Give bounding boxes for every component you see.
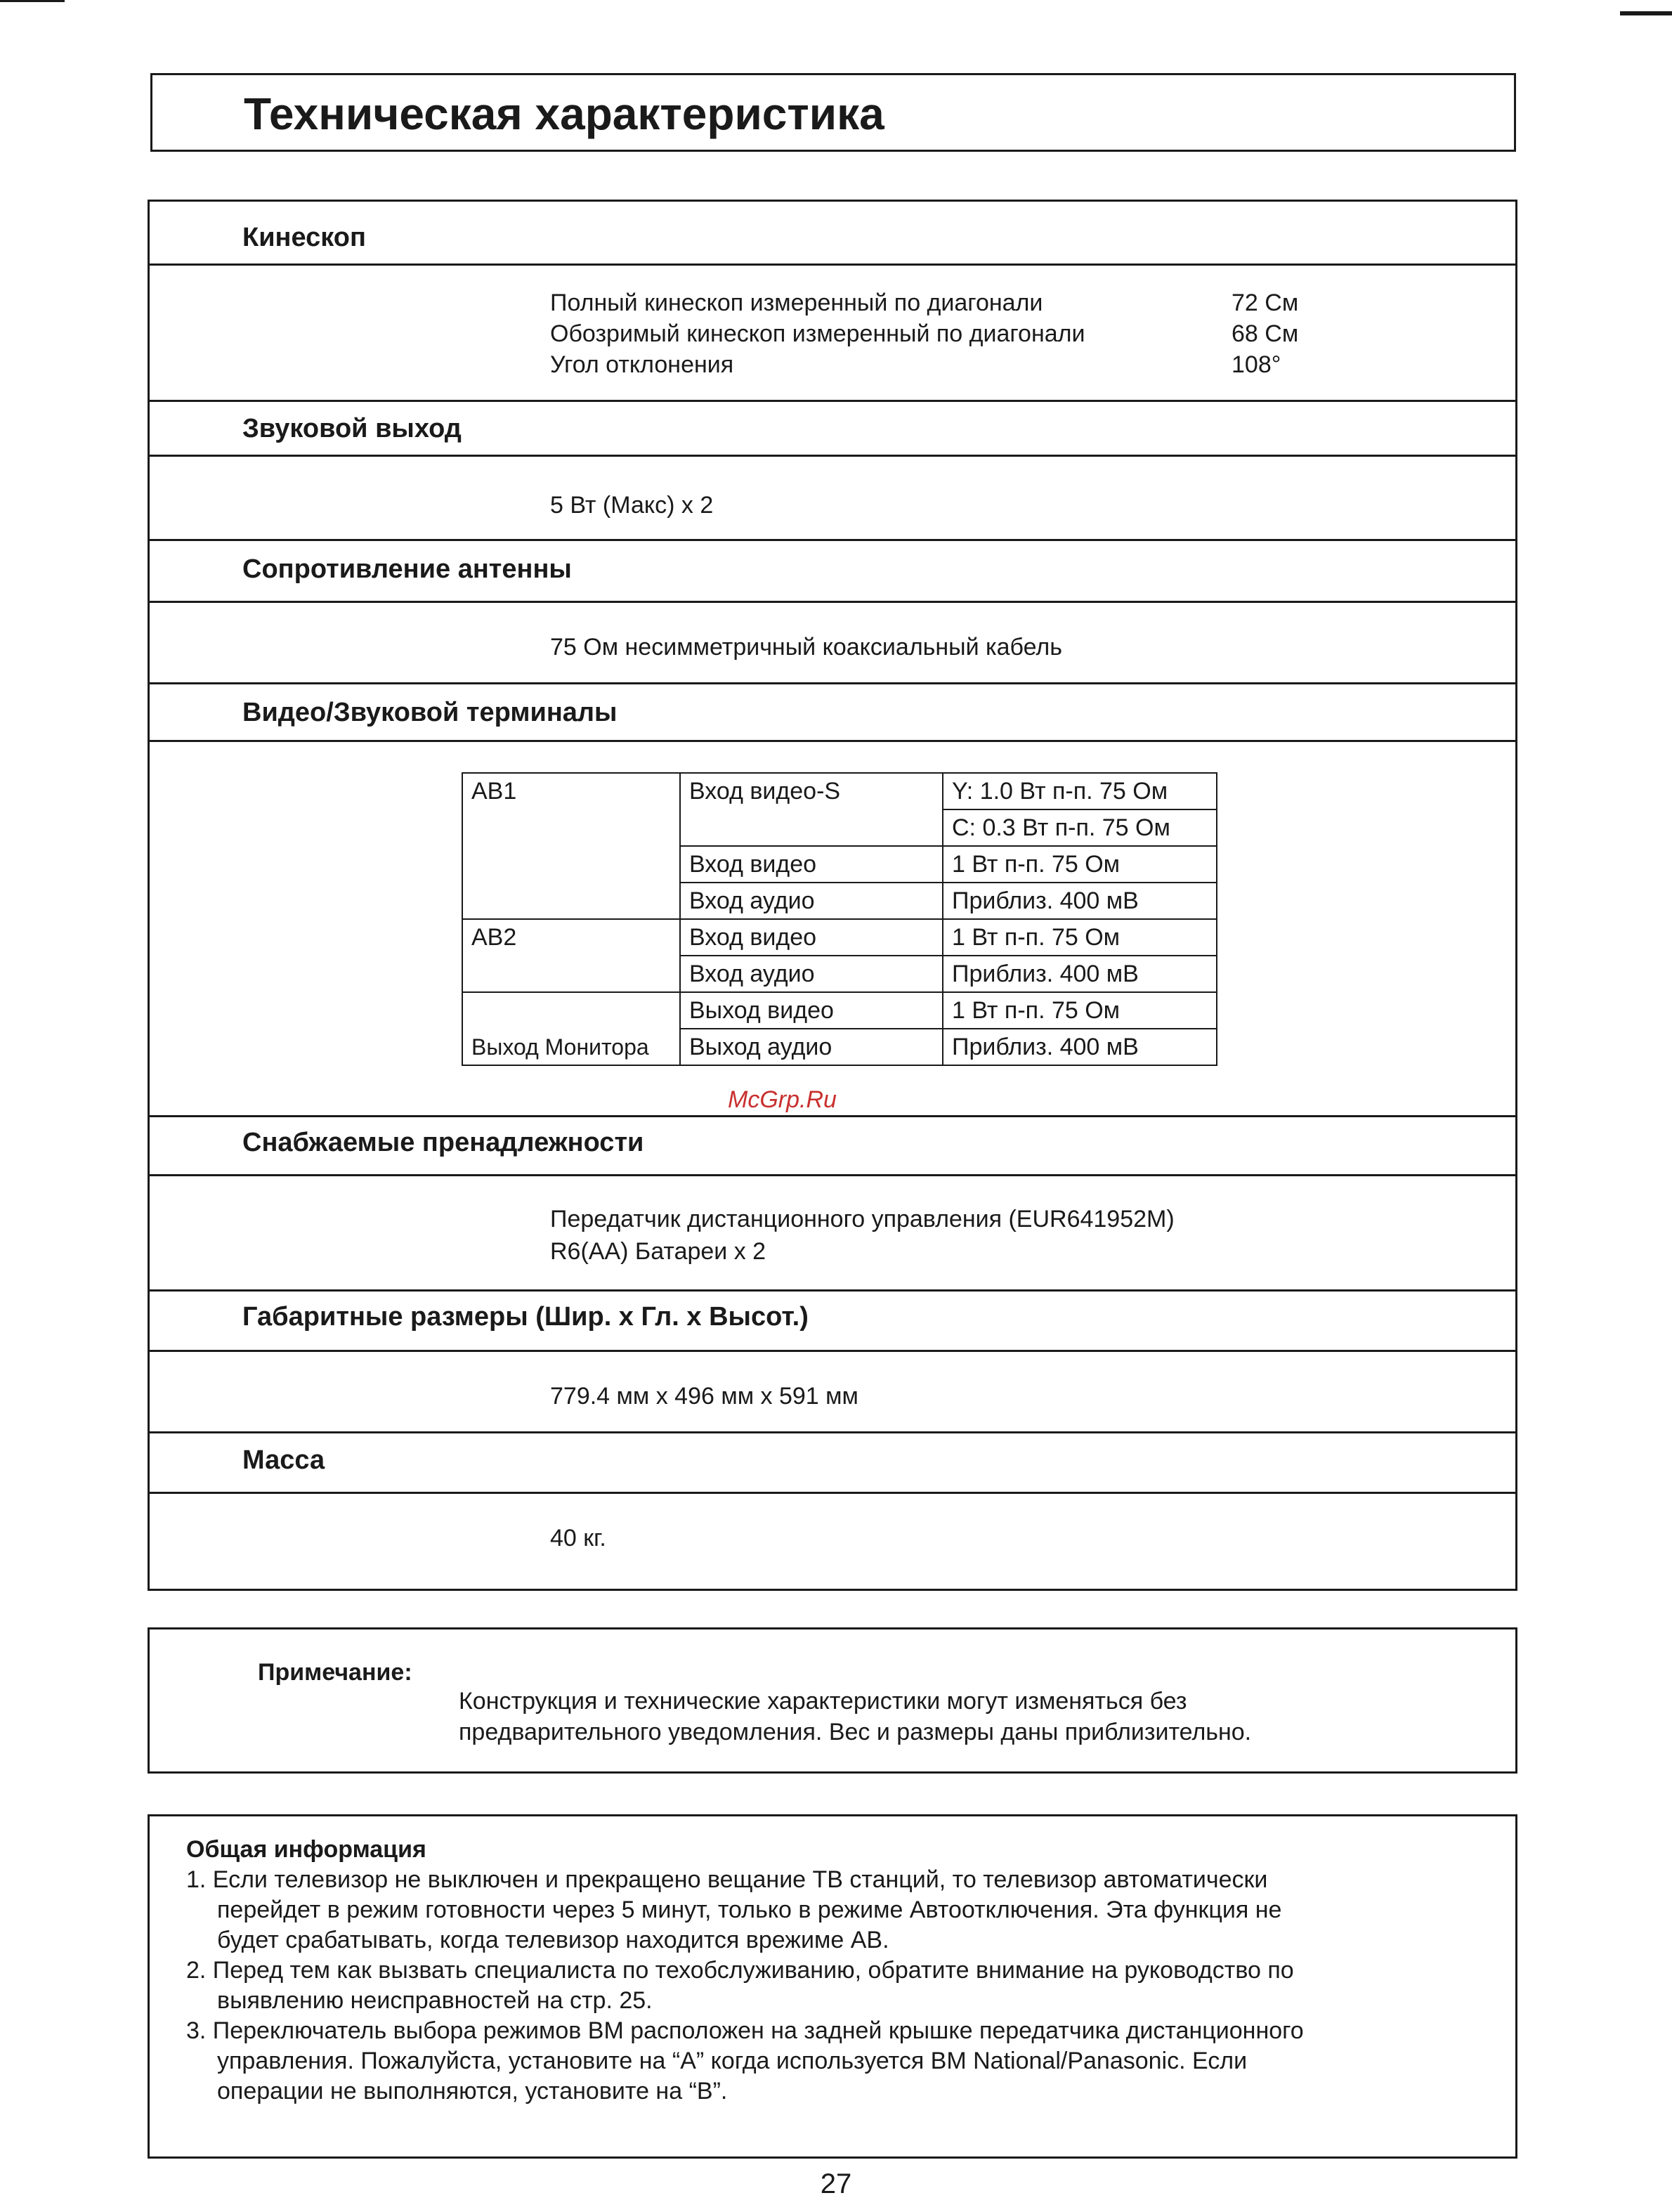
info-item-3-line-2: управления. Пожалуйста, установите на “A” когда используется BM National/Panasonic. Если bbox=[217, 2048, 1248, 2074]
sound-value: 5 Вт (Макс) x 2 bbox=[550, 492, 714, 519]
divider bbox=[150, 539, 1515, 541]
spec-cell: Y: 1.0 Вт п-п. 75 Ом bbox=[943, 773, 1217, 809]
spec-cell: Приблиз. 400 мВ bbox=[943, 883, 1217, 919]
kinescope-value-2: 68 См bbox=[1232, 320, 1299, 347]
info-item-1-line-2: перейдет в режим готовности через 5 минут, только в режиме Автоотключения. Эта функция не bbox=[217, 1897, 1282, 1923]
info-item-2-line-2: выявлению неисправностей на стр. 25. bbox=[217, 1987, 653, 2014]
divider bbox=[150, 1115, 1515, 1117]
accessories-line-1: Передатчик дистанционного управления (EUR641952M) bbox=[550, 1206, 1175, 1232]
info-box bbox=[148, 1814, 1517, 2159]
divider bbox=[150, 400, 1515, 402]
input-cell: Вход видео bbox=[680, 846, 943, 883]
kinescope-label-3: Угол отклонения bbox=[550, 351, 734, 378]
divider bbox=[150, 682, 1515, 684]
divider bbox=[150, 740, 1515, 742]
input-cell: Выход аудио bbox=[680, 1029, 943, 1065]
antenna-heading: Сопротивление антенны bbox=[242, 554, 572, 584]
spec-cell: Приблиз. 400 мВ bbox=[943, 1029, 1217, 1065]
input-cell: Вход видео bbox=[680, 919, 943, 956]
divider bbox=[150, 1431, 1515, 1433]
page-title: Техническая характеристика bbox=[244, 89, 884, 139]
info-item-3-line-3: операции не выполняются, установите на “B”. bbox=[217, 2078, 728, 2104]
table-row bbox=[462, 773, 1217, 809]
input-cell: Вход аудио bbox=[680, 956, 943, 992]
spec-cell: C: 0.3 Вт п-п. 75 Ом bbox=[943, 809, 1217, 846]
table-row bbox=[462, 919, 1217, 956]
divider bbox=[150, 1174, 1515, 1176]
info-item-1-line-1: 1. Если телевизор не выключен и прекращено вещание ТВ станций, то телевизор автоматически bbox=[186, 1866, 1268, 1893]
list-item bbox=[186, 1865, 1304, 2107]
note-box bbox=[148, 1627, 1517, 1774]
spec-cell: 1 Вт п-п. 75 Ом bbox=[943, 992, 1217, 1029]
group-cell: AB1 bbox=[462, 773, 680, 919]
note-line-1: Конструкция и технические характеристики могут изменяться без bbox=[459, 1688, 1187, 1715]
group-cell: Выход Монитора bbox=[462, 992, 680, 1065]
accessories-heading: Снабжаемые пренадлежности bbox=[242, 1128, 644, 1157]
title-box bbox=[150, 73, 1516, 152]
accessories-line-2: R6(AA) Батареи x 2 bbox=[550, 1238, 766, 1265]
kinescope-heading: Кинескоп bbox=[242, 223, 366, 252]
corner-mark-right bbox=[1620, 11, 1672, 15]
kinescope-label-2: Обозримый кинескоп измеренный по диагонали bbox=[550, 320, 1085, 347]
divider bbox=[150, 601, 1515, 603]
info-item-3-line-1: 3. Переключатель выбора режимов ВМ расположен на задней крышке передатчика дистанционного bbox=[186, 2017, 1304, 2044]
group-cell: AB2 bbox=[462, 919, 680, 992]
input-cell: Вход аудио bbox=[680, 883, 943, 919]
terminals-heading: Видео/Звуковой терминалы bbox=[242, 698, 618, 727]
divider bbox=[150, 455, 1515, 457]
divider bbox=[150, 264, 1515, 266]
divider bbox=[150, 1289, 1515, 1292]
input-cell: Вход видео-S bbox=[680, 773, 943, 846]
dimensions-value: 779.4 мм x 496 мм x 591 мм bbox=[550, 1383, 858, 1410]
page-number: 27 bbox=[820, 2168, 852, 2199]
terminals-table bbox=[462, 772, 1217, 1066]
watermark: McGrp.Ru bbox=[728, 1086, 837, 1113]
kinescope-value-1: 72 См bbox=[1232, 289, 1299, 316]
spec-box bbox=[148, 200, 1517, 1591]
kinescope-value-3: 108° bbox=[1232, 351, 1281, 378]
input-cell: Выход видео bbox=[680, 992, 943, 1029]
table-row bbox=[462, 992, 1217, 1029]
spec-cell: 1 Вт п-п. 75 Ом bbox=[943, 919, 1217, 956]
spec-cell: Приблиз. 400 мВ bbox=[943, 956, 1217, 992]
antenna-value: 75 Ом несимметричный коаксиальный кабель bbox=[550, 634, 1062, 661]
sound-heading: Звуковой выход bbox=[242, 414, 462, 443]
divider bbox=[150, 1350, 1515, 1352]
divider bbox=[150, 1492, 1515, 1494]
mass-value: 40 кг. bbox=[550, 1525, 606, 1551]
info-heading: Общая информация bbox=[186, 1836, 426, 1863]
spec-cell: 1 Вт п-п. 75 Ом bbox=[943, 846, 1217, 883]
info-item-2-line-1: 2. Перед тем как вызвать специалиста по техобслуживанию, обратите внимание на руководство по bbox=[186, 1957, 1294, 1984]
corner-mark-left bbox=[0, 0, 65, 2]
note-label: Примечание: bbox=[258, 1659, 412, 1686]
dimensions-heading: Габаритные размеры (Шир. x Гл. x Высот.) bbox=[242, 1302, 809, 1332]
note-line-2: предварительного уведомления. Вес и размеры даны приблизительно. bbox=[459, 1719, 1252, 1745]
info-item-1-line-3: будет срабатывать, когда телевизор находится врежиме AB. bbox=[217, 1927, 889, 1953]
kinescope-label-1: Полный кинескоп измеренный по диагонали bbox=[550, 289, 1043, 316]
mass-heading: Масса bbox=[242, 1445, 325, 1475]
